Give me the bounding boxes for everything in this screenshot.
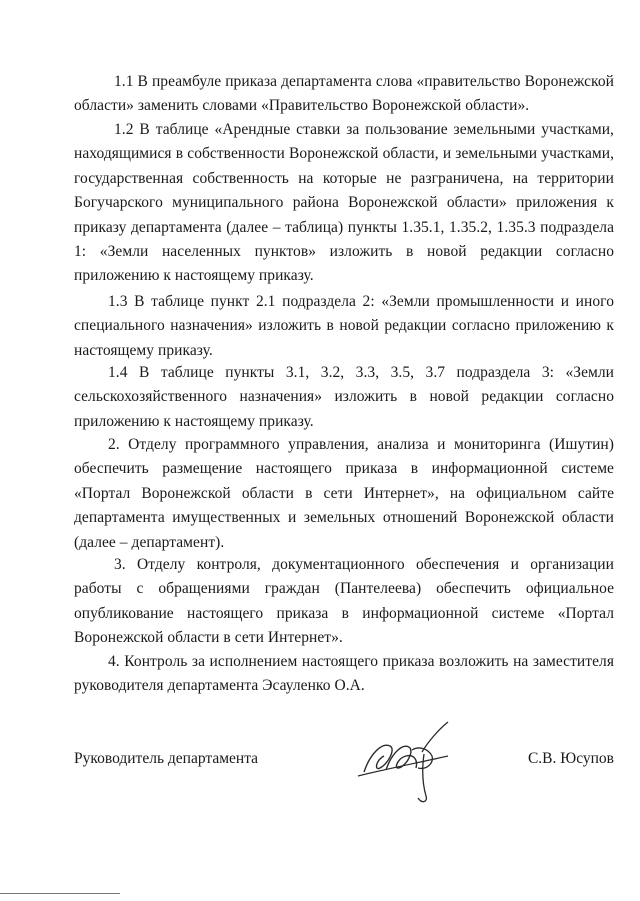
paragraph-1-3: 1.3 В таблице пункт 2.1 подраздела 2: «Земли промышленности и иного специального назначения» изложить в новой редакции согласно приложению к настоящему приказу. — [74, 293, 614, 359]
paragraph-1-2: 1.2 В таблице «Арендные ставки за пользование земельными участками, находящимися в собственности Воронежской области, и земельными участками, государственная собственность на которые не разграничена, на территории Богучарского муниципального района Воронежской области» приложения к приказу департамента (далее – таблица) пункты 1.35.1, 1.35.2, 1.35.3 подраздела 1: «Земли населенных пунктов» изложить в новой редакции согласно приложению к настоящему приказу. — [74, 121, 614, 285]
paragraph-3: 3. Отделу контроля, документационного обеспечения и организации работы с обращениями граждан (Пантелеева) обеспечить официальное опубликование настоящего приказа в информационной системе «Портал Воронежской области в сети Интернет». — [74, 556, 614, 647]
paragraph-2: 2. Отделу программного управления, анализа и мониторинга (Ишутин) обеспечить размещение настоящего приказа в информационной системе «Портал Воронежской области в сети Интернет», на официальном сайте департамента имущественных и земельных отношений Воронежской области (далее – департамент). — [74, 436, 614, 551]
footer-rule — [0, 893, 120, 894]
paragraph-1-4: 1.4 В таблице пункты 3.1, 3.2, 3.3, 3.5, 3.7 подраздела 3: «Земли сельскохозяйственного назначения» изложить в новой редакции согласно приложению к настоящему приказу. — [74, 364, 614, 430]
paragraph-4: 4. Контроль за исполнением настоящего приказа возложить на заместителя руководителя департамента Эсауленко О.А. — [74, 653, 614, 695]
handwritten-signature — [352, 712, 462, 812]
signatory-position: Руководитель департамента — [74, 750, 259, 767]
signatory-name: С.В. Юсупов — [527, 750, 614, 767]
paragraph-1-1: 1.1 В преамбуле приказа департамента слова «правительство Воронежской области» заменить словами «Правительство Воронежской области». — [74, 73, 614, 115]
